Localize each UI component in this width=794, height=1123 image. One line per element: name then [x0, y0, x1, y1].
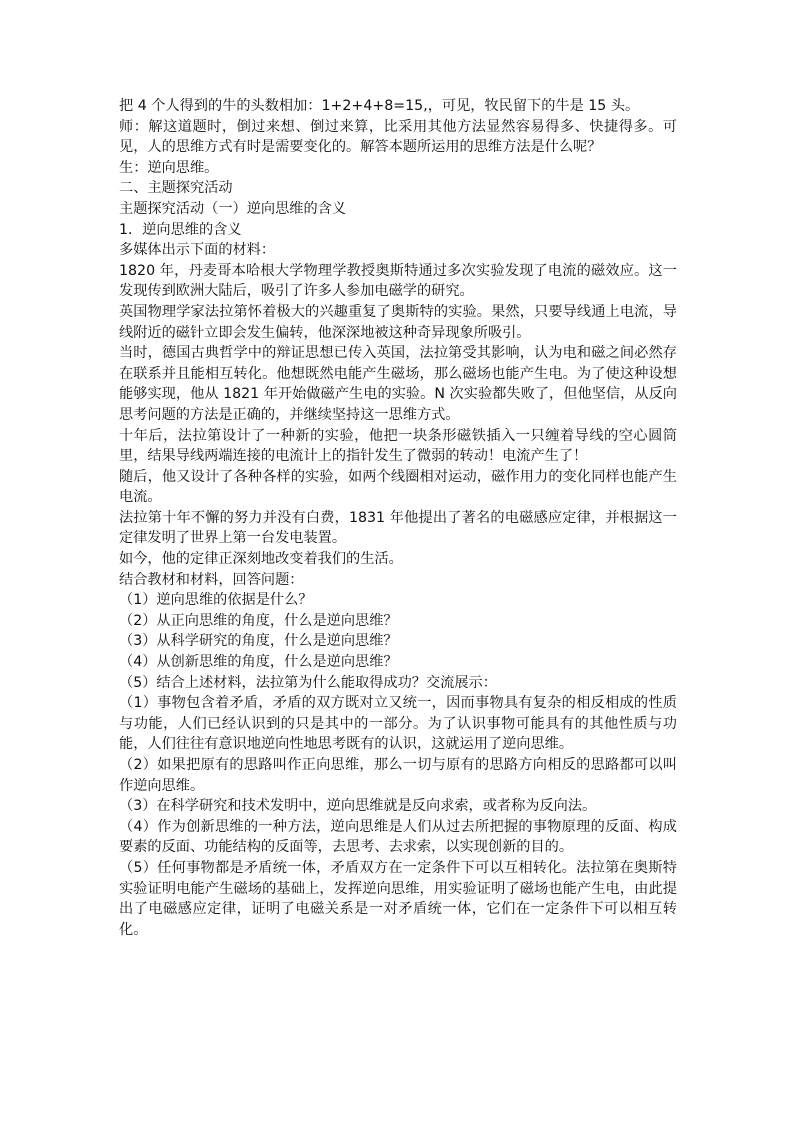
material-paragraph-1: 1820 年，丹麦哥本哈根大学物理学教授奥斯特通过多次实验发现了电流的磁效应。这一发现传到欧洲大陆后，吸引了许多人参加电磁学的研究。 [119, 262, 677, 300]
question-4: （4）从创新思维的角度，什么是逆向思维？ [119, 654, 398, 671]
questions-intro: 结合教材和材料，回答问题： [119, 571, 304, 588]
answer-4: （4）作为创新思维的一种方法，逆向思维是人们从过去所把握的事物原理的反面、构成要素的反面、功能结构的反面等，去思考、去求索，以实现创新的目的。 [119, 818, 677, 856]
answer-5: （5）任何事物都是矛盾统一体，矛盾双方在一定条件下可以互相转化。法拉第在奥斯特实验证明电能产生磁场的基础上，发挥逆向思维，用实验证明了磁场也能产生电，由此提出了电磁感应定律，证明了电磁关系是一对矛盾统一体，它们在一定条件下可以相互转化。 [119, 859, 677, 938]
answer-1: （1）事物包含着矛盾，矛盾的双方既对立又统一，因而事物具有复杂的相反相成的性质与功能，人们已经认识到的只是其中的一部分。为了认识事物可能具有的其他性质与功能，人们往往有意识地逆向性地思考既有的认识，这就运用了逆向思维。 [119, 695, 677, 753]
question-2: （2）从正向思维的角度，什么是逆向思维？ [119, 612, 398, 629]
paragraph-student-answer: 生：逆向思维。 [119, 159, 219, 176]
material-paragraph-3: 当时，德国古典哲学中的辩证思想已传入英国，法拉第受其影响，认为电和磁之间必然存在联系并且能相互转化。他想既然电能产生磁场，那么磁场也能产生电。为了使这种设想能够实现，他从 1821 年开始做磁产生电的实验。N 次实验都失败了，但他坚信，从反向思考问题的方法是正确的，并继续坚持这一思维方式。 [119, 345, 677, 423]
paragraph-cow-count: 把 4 个人得到的牛的头数相加：1+2+4+8=15,，可见，牧民留下的牛是 15 头。 [119, 98, 640, 114]
material-paragraph-5: 随后，他又设计了各种各样的实验，如两个线圈相对运动，磁作用力的变化同样也能产生电流。 [119, 468, 677, 506]
material-paragraph-4: 十年后，法拉第设计了一种新的实验，他把一块条形磁铁插入一只缠着导线的空心圆筒里，结果导线两端连接的电流计上的指针发生了微弱的转动！电流产生了！ [119, 427, 677, 465]
material-paragraph-6: 法拉第十年不懈的努力并没有白费，1831 年他提出了著名的电磁感应定律，并根据这一定律发明了世界上第一台发电装置。 [119, 509, 677, 547]
section-heading: 二、主题探究活动 [119, 180, 233, 197]
subsection-heading: 1．逆向思维的含义 [119, 221, 242, 238]
answer-3: （3）在科学研究和技术发明中，逆向思维就是反向求索，或者称为反向法。 [119, 798, 597, 815]
question-3: （3）从科学研究的角度，什么是逆向思维？ [119, 633, 398, 650]
material-paragraph-7: 如今，他的定律正深刻地改变着我们的生活。 [119, 551, 403, 568]
paragraph-teacher-remark: 师：解这道题时，倒过来想、倒过来算，比采用其他方法显然容易得多、快捷得多。可见，人的思维方式有时是需要变化的。解答本题所运用的思维方法是什么呢？ [119, 118, 677, 156]
question-1: （1）逆向思维的依据是什么？ [119, 592, 313, 609]
activity-heading: 主题探究活动（一）逆向思维的含义 [119, 200, 347, 217]
multimedia-intro: 多媒体出示下面的材料： [119, 242, 276, 259]
answer-2: （2）如果把原有的思路叫作正向思维，那么一切与原有的思路方向相反的思路都可以叫作逆向思维。 [119, 757, 677, 794]
material-paragraph-2: 英国物理学家法拉第怀着极大的兴趣重复了奥斯特的实验。果然，只要导线通上电流，导线附近的磁针立即会发生偏转，他深深地被这种奇异现象所吸引。 [119, 303, 677, 341]
document-body [119, 96, 677, 940]
question-5: （5）结合上述材料，法拉第为什么能取得成功？交流展示： [119, 674, 497, 691]
